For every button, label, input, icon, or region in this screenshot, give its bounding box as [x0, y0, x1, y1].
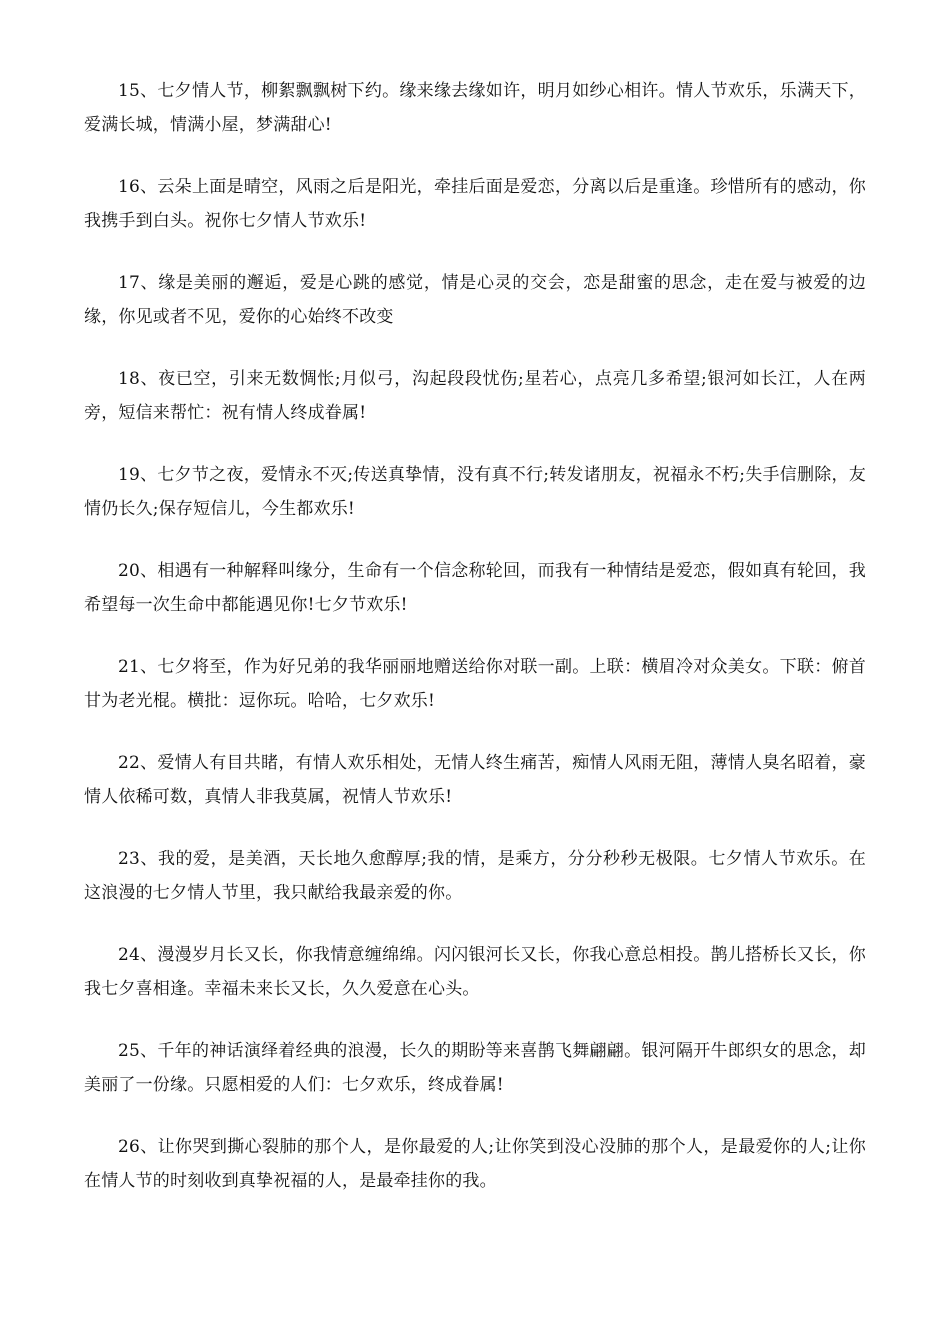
paragraph-16: 16、云朵上面是晴空，风雨之后是阳光，牵挂后面是爱恋，分离以后是重逢。珍惜所有的感动，你我携手到白头。祝你七夕情人节欢乐! [84, 177, 866, 231]
paragraph-20: 20、相遇有一种解释叫缘分，生命有一个信念称轮回，而我有一种情结是爱恋，假如真有轮回，我希望每一次生命中都能遇见你!七夕节欢乐! [84, 561, 866, 615]
paragraph-24: 24、漫漫岁月长又长，你我情意缠绵绵。闪闪银河长又长，你我心意总相投。鹊儿搭桥长又长，你我七夕喜相逢。幸福未来长又长，久久爱意在心头。 [84, 945, 866, 999]
paragraph-17: 17、缘是美丽的邂逅，爱是心跳的感觉，情是心灵的交会，恋是甜蜜的思念，走在爱与被爱的边缘，你见或者不见，爱你的心始终不改变 [84, 273, 866, 327]
paragraph-21: 21、七夕将至，作为好兄弟的我华丽丽地赠送给你对联一副。上联：横眉冷对众美女。下联：俯首甘为老光棍。横批：逗你玩。哈哈，七夕欢乐! [84, 657, 866, 711]
paragraph-23: 23、我的爱，是美酒，天长地久愈醇厚;我的情，是乘方，分分秒秒无极限。七夕情人节欢乐。在这浪漫的七夕情人节里，我只献给我最亲爱的你。 [84, 849, 866, 903]
paragraph-18: 18、夜已空，引来无数惆怅;月似弓，沟起段段忧伤;星若心，点亮几多希望;银河如长江，人在两旁，短信来帮忙：祝有情人终成眷属! [84, 369, 866, 423]
paragraph-25: 25、千年的神话演绎着经典的浪漫，长久的期盼等来喜鹊飞舞翩翩。银河隔开牛郎织女的思念，却美丽了一份缘。只愿相爱的人们：七夕欢乐，终成眷属! [84, 1041, 866, 1095]
document-body [84, 74, 866, 1226]
paragraph-19: 19、七夕节之夜，爱情永不灭;传送真挚情，没有真不行;转发诸朋友，祝福永不朽;失手信删除，友情仍长久;保存短信儿，今生都欢乐! [84, 465, 866, 519]
paragraph-26: 26、让你哭到撕心裂肺的那个人，是你最爱的人;让你笑到没心没肺的那个人，是最爱你的人;让你在情人节的时刻收到真挚祝福的人，是最牵挂你的我。 [84, 1137, 866, 1191]
paragraph-15: 15、七夕情人节，柳絮飘飘树下约。缘来缘去缘如许，明月如纱心相许。情人节欢乐，乐满天下，爱满长城，情满小屋，梦满甜心! [84, 81, 866, 135]
paragraph-22: 22、爱情人有目共睹，有情人欢乐相处，无情人终生痛苦，痴情人风雨无阻，薄情人臭名昭着，豪情人依稀可数，真情人非我莫属，祝情人节欢乐! [84, 753, 866, 807]
